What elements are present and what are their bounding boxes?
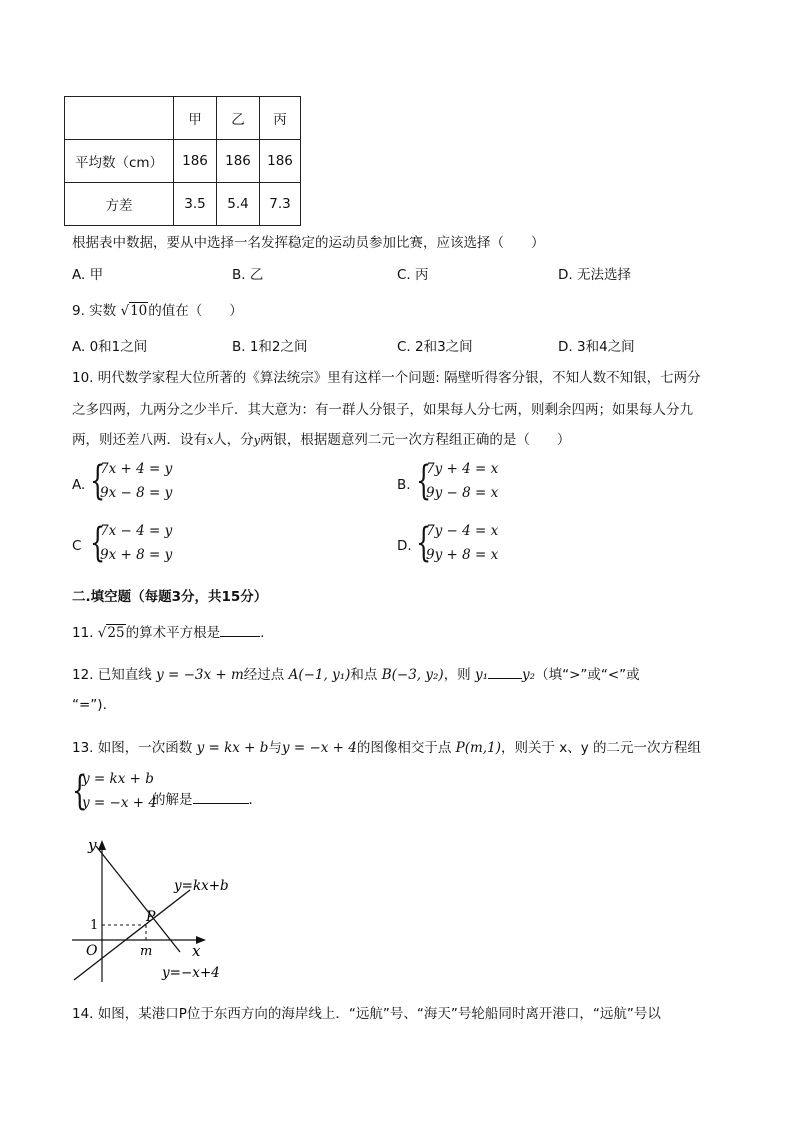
q10-var-x: x <box>207 434 214 447</box>
q10-option-d-label: D. <box>397 538 412 554</box>
q13-tail-text: 的解是 <box>152 792 193 808</box>
q10-option-b-label: B. <box>397 477 411 493</box>
q9-stem <box>72 299 243 319</box>
brace-icon: { <box>72 768 88 814</box>
q12-y2: y₂ <box>522 667 536 683</box>
table-cell: 3.5 <box>174 183 217 226</box>
q9-option-a: A. 0和1之间 <box>72 339 148 355</box>
brace-icon: { <box>416 458 432 504</box>
table-header-jia: 甲 <box>174 97 217 140</box>
q13-sys-eq2: y = −x + 4 <box>82 795 157 811</box>
q10-option-b-eq2: 9y − 8 = x <box>426 485 499 501</box>
q12-prefix: 12. 已知直线 <box>72 667 152 683</box>
q13-prefix: 13. 如图，一次函数 <box>72 740 193 756</box>
q12-equation: y = −3x + m <box>156 667 244 683</box>
q10-option-c-eq1: 7x − 4 = y <box>100 523 173 539</box>
q11-radicand: 25 <box>107 625 125 641</box>
q10-var-y: y <box>253 434 260 447</box>
q13-line1 <box>72 736 701 756</box>
q10-option-d-eq1: 7y − 4 = x <box>426 523 499 539</box>
q9-suffix: 的值在（ ） <box>148 303 243 319</box>
table-cell: 186 <box>260 140 301 183</box>
table-header-yi: 乙 <box>217 97 260 140</box>
q11 <box>72 621 264 641</box>
q12-y1: y₁ <box>474 667 489 683</box>
section-title: 二.填空题（每题3分，共15分） <box>72 589 268 605</box>
graph-label-line2: y=−x+4 <box>162 965 220 981</box>
q9-radicand: 10 <box>130 303 148 319</box>
table-row-label: 平均数（cm） <box>65 140 174 183</box>
graph-label-p: P <box>146 909 156 925</box>
q10-option-a-label: A. <box>72 477 86 493</box>
q11-answer-blank[interactable] <box>220 624 260 637</box>
q13-system <box>72 768 272 819</box>
line-neg-x-plus-4 <box>96 846 180 952</box>
graph-label-one: 1 <box>90 918 99 933</box>
table-cell: 7.3 <box>260 183 301 226</box>
table-cell: 5.4 <box>217 183 260 226</box>
table-cell: 186 <box>217 140 260 183</box>
q12-point-a: A(−1, y₁) <box>288 667 351 683</box>
q10-line1: 10. 明代数学家程大位所著的《算法统宗》里有这样一个问题: 隔壁听得客分银，不知人数不知银，七两分 <box>72 370 701 386</box>
q10-option-c-eq2: 9x + 8 = y <box>100 547 173 563</box>
q10-line2: 之多四两，九两分之少半斤．其大意为：有一群人分银子，如果每人分七两，则剩余四两；如果每人分九 <box>72 402 693 418</box>
q11-prefix: 11. <box>72 625 94 641</box>
q13-mid2: 的图像相交于点 <box>356 740 452 756</box>
q10-line3-c: 两银，根据题意列二元一次方程组正确的是（ ） <box>259 432 571 448</box>
q8-stem: 根据表中数据，要从中选择一名发挥稳定的运动员参加比赛，应该选择（ ） <box>72 235 545 251</box>
q14-line1: 14. 如图，某港口P位于东西方向的海岸线上．“远航”号、“海天”号轮船同时离开港口，“远航”号以 <box>72 1006 661 1022</box>
q12-mid3: ，则 <box>443 667 471 683</box>
graph-label-m: m <box>140 944 153 959</box>
q10-option-a-eq2: 9x − 8 = y <box>100 485 173 501</box>
graph-label-x: x <box>192 942 201 960</box>
brace-icon: { <box>90 520 106 566</box>
q8-option-a: A. 甲 <box>72 267 104 283</box>
q10-option-a-system <box>90 458 180 509</box>
q8-option-c: C. 丙 <box>397 267 429 283</box>
q10-line3-b: 人，分 <box>213 432 254 448</box>
q13-f2: y = −x + 4 <box>281 740 357 756</box>
q10-option-d-eq2: 9y + 8 = x <box>426 547 499 563</box>
q10-option-c-system <box>90 520 180 571</box>
q11-suffix: 的算术平方根是 <box>125 625 221 641</box>
sqrt-icon: √ <box>120 303 130 319</box>
q10-option-b-system <box>416 458 506 509</box>
q10-option-c-label: C <box>72 538 82 554</box>
q8-option-b: B. 乙 <box>232 267 264 283</box>
graph-label-line1: y=kx+b <box>174 878 229 894</box>
q10-line3 <box>72 428 570 448</box>
brace-icon: { <box>416 520 432 566</box>
variance-table <box>64 96 301 226</box>
q12-mid1: 经过点 <box>243 667 285 683</box>
q10-option-b-eq1: 7y + 4 = x <box>426 461 499 477</box>
brace-icon: { <box>90 458 106 504</box>
table-corner-cell <box>65 97 174 140</box>
sqrt-icon: √ <box>97 625 107 641</box>
q9-option-c: C. 2和3之间 <box>397 339 473 355</box>
y-axis-arrow-icon <box>98 840 106 850</box>
q13-point: P(m,1) <box>455 740 501 756</box>
q13-tail <box>152 788 253 808</box>
q9-prefix: 9. 实数 <box>72 303 117 319</box>
q11-end: . <box>260 625 265 641</box>
q9-option-b: B. 1和2之间 <box>232 339 308 355</box>
q13-mid3: ，则关于 x、y 的二元一次方程组 <box>500 740 702 756</box>
q10-option-a-eq1: 7x + 4 = y <box>100 461 173 477</box>
q13-answer-blank[interactable] <box>193 791 249 804</box>
q13-end: . <box>248 792 253 808</box>
q13-f1: y = kx + b <box>196 740 269 756</box>
q8-option-d: D. 无法选择 <box>558 267 631 283</box>
q12-mid2: 和点 <box>350 667 378 683</box>
q13-mid1: 与 <box>268 740 282 756</box>
table-header-bing: 丙 <box>260 97 301 140</box>
q12-tail: （填“>”或“<”或 <box>535 667 640 683</box>
q9-option-d: D. 3和4之间 <box>558 339 635 355</box>
graph-label-y: y <box>88 836 97 854</box>
table-cell: 186 <box>174 140 217 183</box>
graph-label-origin: O <box>86 943 98 959</box>
q10-line3-a: 两，则还差八两．设有 <box>72 432 207 448</box>
q12-point-b: B(−3, y₂) <box>381 667 444 683</box>
q12-line2: “=”). <box>72 697 107 713</box>
q13-sys-eq1: y = kx + b <box>82 771 154 787</box>
q10-option-d-system <box>416 520 506 571</box>
function-graph <box>66 834 246 989</box>
q12-answer-blank[interactable] <box>488 666 522 679</box>
q12-line1 <box>72 663 640 683</box>
table-row-label: 方差 <box>65 183 174 226</box>
